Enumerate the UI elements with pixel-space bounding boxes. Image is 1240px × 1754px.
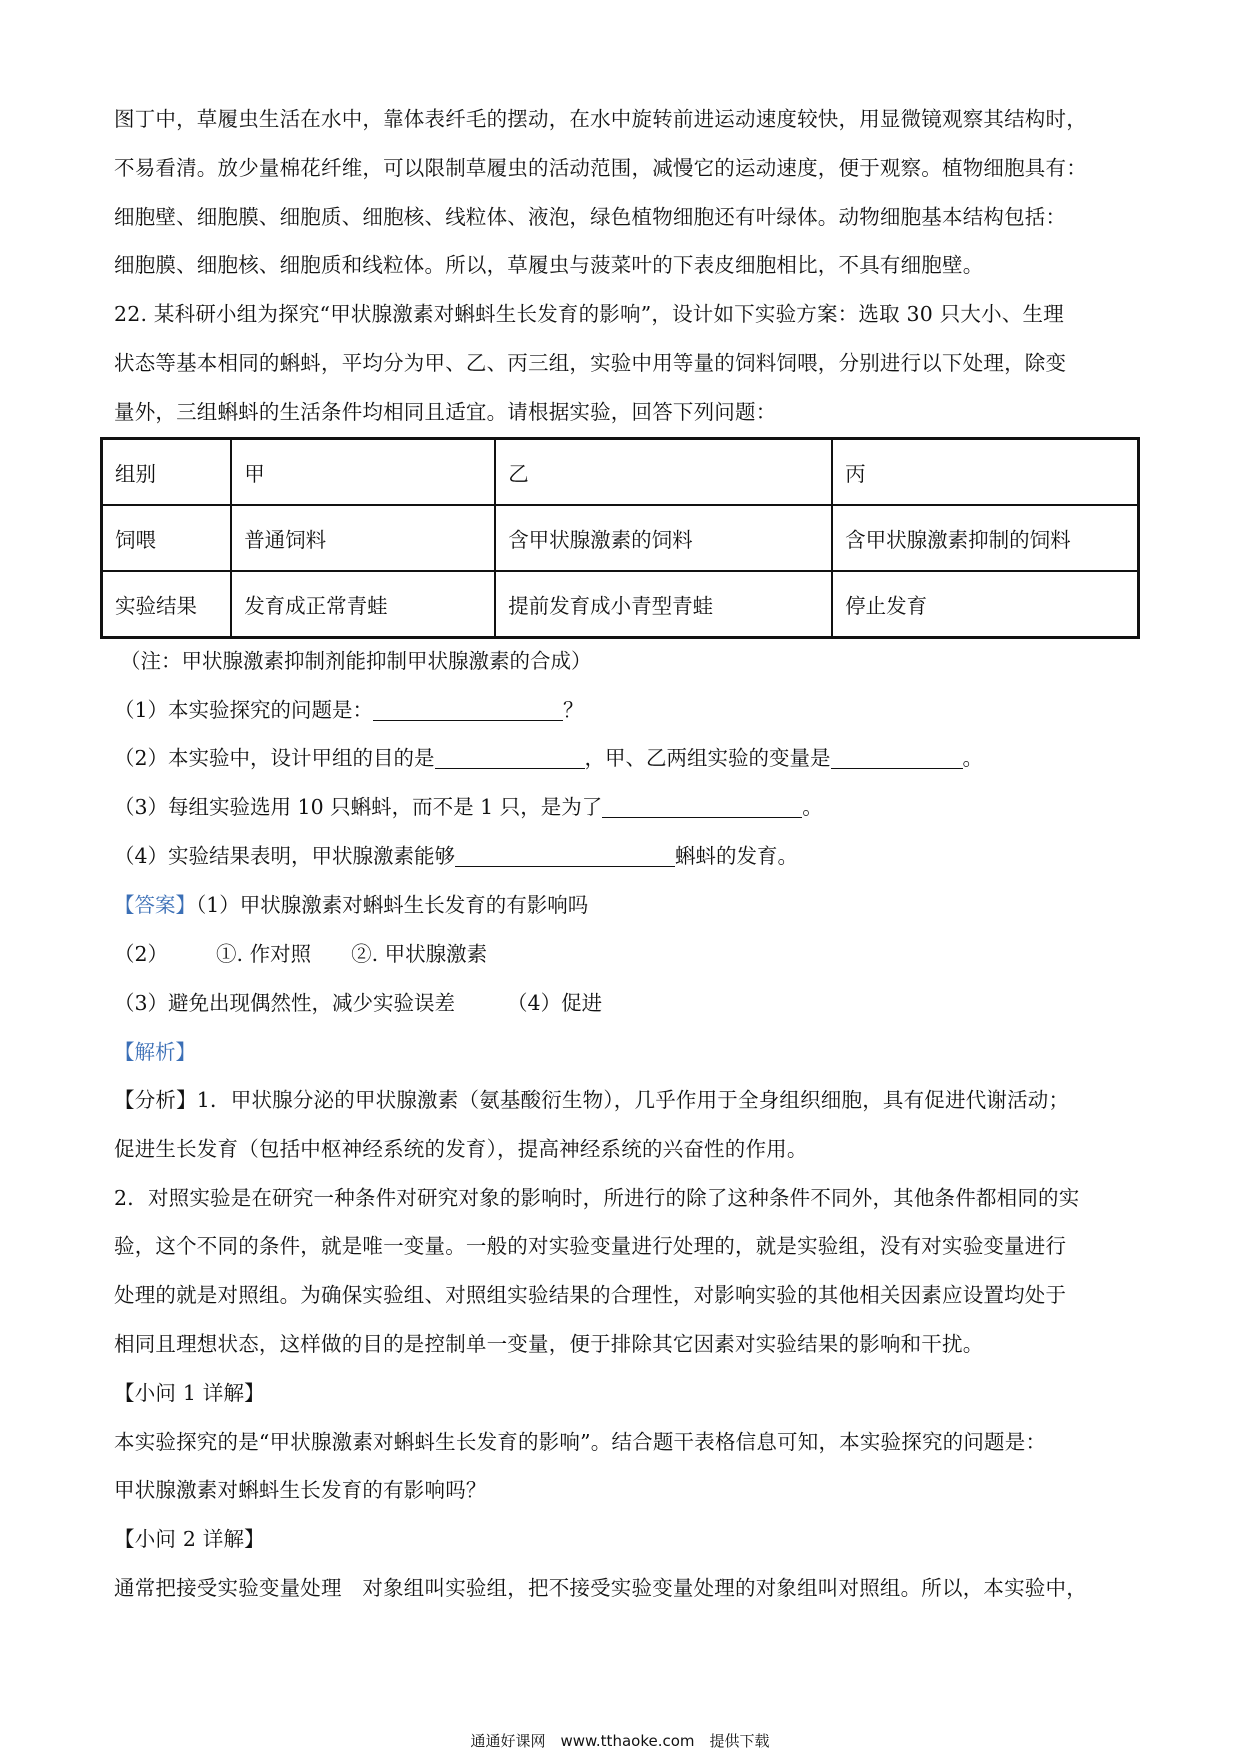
text-line: 2．对照实验是在研究一种条件对研究对象的影响时，所进行的除了这种条件不同外，其他条件都相同的实 xyxy=(114,1185,1080,1210)
text-line: 【分析】1．甲状腺分泌的甲状腺激素（氨基酸衍生物），几乎作用于全身组织细胞，具有促进代谢活动； xyxy=(114,1088,1070,1112)
answer-blank xyxy=(373,698,563,721)
answer-blank xyxy=(602,795,802,818)
analysis-tag: 【解析】 xyxy=(114,1040,196,1064)
section-heading: 【小问 1 详解】 xyxy=(114,1380,265,1405)
answer-text: ①. 作对照 xyxy=(216,942,312,966)
answer-text: （4）促进 xyxy=(507,991,603,1015)
table-cell: 含甲状腺激素的饲料 xyxy=(495,505,832,571)
question-22-stem xyxy=(114,290,1128,436)
sub-question-text: （3）每组实验选用 10 只蝌蚪，而不是 1 只，是为了 xyxy=(114,795,603,819)
answer-blank xyxy=(435,746,585,769)
text-line: 不易看清。放少量棉花纤维，可以限制草履虫的活动范围，减慢它的运动速度，便于观察。植物细胞具有： xyxy=(114,155,1087,180)
answer-text: ②. 甲状腺激素 xyxy=(351,942,488,966)
text-line: 处理的就是对照组。为确保实验组、对照组实验结果的合理性，对影响实验的其他相关因素应设置均处于 xyxy=(114,1283,1067,1308)
text-line: 量外，三组蝌蚪的生活条件均相同且适宜。请根据实验，回答下列问题： xyxy=(114,399,777,424)
text-line: 22. 某科研小组为探究“甲状腺激素对蝌蚪生长发育的影响”，设计如下实验方案：选取 30 只大小、生理 xyxy=(114,302,1064,326)
intro-paragraph xyxy=(114,95,1128,290)
table-row xyxy=(102,571,1139,638)
experiment-table xyxy=(100,437,1140,639)
sub-question-2 xyxy=(114,743,983,773)
answer-line-2 xyxy=(114,939,487,969)
text-line: 通常把接受实验变量处理 对象组叫实验组，把不接受实验变量处理的对象组叫对照组。所以，本实验中， xyxy=(114,1575,1087,1600)
text-line: 细胞壁、细胞膜、细胞质、细胞核、线粒体、液泡，绿色植物细胞还有叶绿体。动物细胞基本结构包括： xyxy=(114,204,1067,229)
table-cell: 停止发育 xyxy=(832,571,1138,638)
sub-question-text: 蝌蚪的发育。 xyxy=(675,844,799,868)
text-line: 细胞膜、细胞核、细胞质和线粒体。所以，草履虫与菠菜叶的下表皮细胞相比，不具有细胞壁。 xyxy=(114,253,984,278)
answer-text: （1）甲状腺激素对蝌蚪生长发育的有影响吗 xyxy=(196,893,589,917)
text-line: 状态等基本相同的蝌蚪，平均分为甲、乙、丙三组，实验中用等量的饲料饲喂，分别进行以下处理，除变 xyxy=(114,350,1067,375)
table-note: （注：甲状腺激素抑制剂能抑制甲状腺激素的合成） xyxy=(120,649,592,673)
text-line: 促进生长发育（包括中枢神经系统的发育），提高神经系统的兴奋性的作用。 xyxy=(114,1136,808,1161)
sub-question-text: （4）实验结果表明，甲状腺激素能够 xyxy=(114,844,456,868)
table-cell: 丙 xyxy=(832,439,1138,506)
answer-tag: 【答案】 xyxy=(114,893,196,917)
answer-blank xyxy=(831,746,963,769)
answer-line-1 xyxy=(114,890,588,920)
table-cell: 提前发育成小青型青蛙 xyxy=(495,571,832,638)
table-cell: 甲 xyxy=(231,439,495,506)
sub-question-text: （2）本实验中，设计甲组的目的是 xyxy=(114,746,435,770)
section-heading: 【小问 2 详解】 xyxy=(114,1527,265,1552)
sub-question-text: 。 xyxy=(962,746,984,770)
table-cell: 实验结果 xyxy=(102,571,232,638)
table-row xyxy=(102,505,1139,571)
sub-question-1 xyxy=(114,695,584,725)
answer-text: （2） xyxy=(114,942,169,966)
analysis-block xyxy=(114,1076,1128,1613)
sub-question-4 xyxy=(114,841,798,871)
table-cell: 饲喂 xyxy=(102,505,232,571)
table-cell: 发育成正常青蛙 xyxy=(231,571,495,638)
text-line: 相同且理想状态，这样做的目的是控制单一变量，便于排除其它因素对实验结果的影响和干扰。 xyxy=(114,1331,984,1356)
table-cell: 普通饲料 xyxy=(231,505,495,571)
text-line: 甲状腺激素对蝌蚪生长发育的有影响吗？ xyxy=(114,1478,487,1503)
page-footer: 通通好课网 www.tthaoke.com 提供下载 xyxy=(470,1732,770,1750)
sub-question-text: ？ xyxy=(563,698,584,722)
sub-question-3 xyxy=(114,792,823,822)
table-cell: 含甲状腺激素抑制的饲料 xyxy=(832,505,1138,571)
table-row xyxy=(102,439,1139,506)
sub-question-text: （1）本实验探究的问题是： xyxy=(114,698,374,722)
answer-text: （3）避免出现偶然性，减少实验误差 xyxy=(114,991,456,1015)
sub-question-text: 。 xyxy=(802,795,823,819)
table-cell: 组别 xyxy=(102,439,232,506)
answer-line-3 xyxy=(114,988,602,1018)
answer-blank xyxy=(455,844,675,867)
table-cell: 乙 xyxy=(495,439,832,506)
text-line: 验，这个不同的条件，就是唯一变量。一般的对实验变量进行处理的，就是实验组，没有对实验变量进行 xyxy=(114,1234,1067,1259)
text-line: 图丁中，草履虫生活在水中，靠体表纤毛的摆动，在水中旋转前进运动速度较快，用显微镜观察其结构时， xyxy=(114,107,1087,131)
text-line: 本实验探究的是“甲状腺激素对蝌蚪生长发育的影响”。结合题干表格信息可知，本实验探究的问题是： xyxy=(114,1429,1047,1454)
sub-question-text: ，甲、乙两组实验的变量是 xyxy=(584,746,831,770)
